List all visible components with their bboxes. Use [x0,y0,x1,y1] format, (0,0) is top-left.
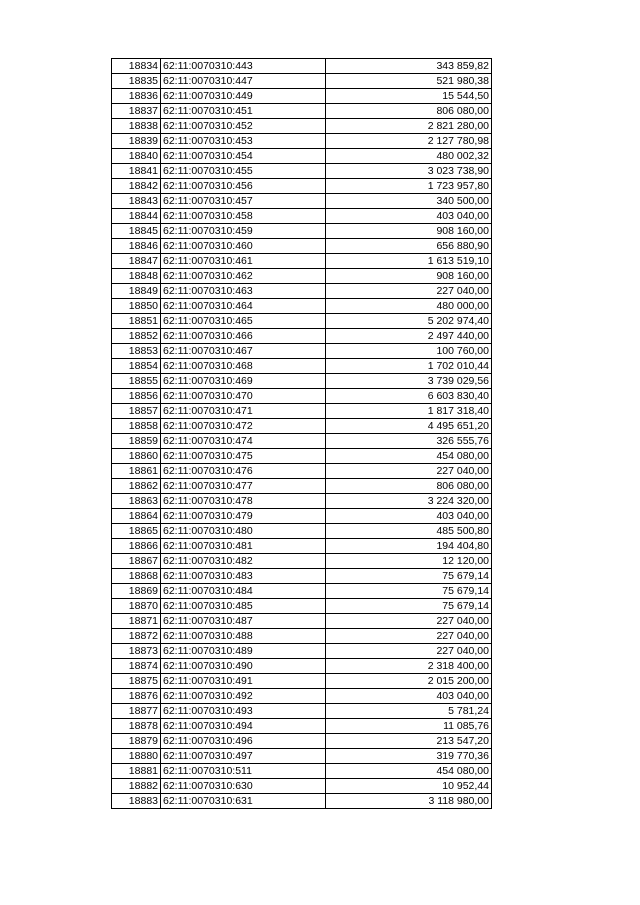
amount-cell: 1 817 318,40 [326,404,492,419]
amount-cell: 10 952,44 [326,779,492,794]
cadastral-number-cell: 62:11:0070310:469 [161,374,326,389]
amount-cell: 12 120,00 [326,554,492,569]
cadastral-number-cell: 62:11:0070310:487 [161,614,326,629]
table-row [112,704,492,719]
amount-cell: 485 500,80 [326,524,492,539]
table-row [112,629,492,644]
table-row [112,359,492,374]
amount-cell: 340 500,00 [326,194,492,209]
amount-cell: 2 497 440,00 [326,329,492,344]
amount-cell: 454 080,00 [326,764,492,779]
cadastral-number-cell: 62:11:0070310:511 [161,764,326,779]
row-number-cell: 18837 [112,104,161,119]
cadastral-number-cell: 62:11:0070310:458 [161,209,326,224]
amount-cell: 480 000,00 [326,299,492,314]
cadastral-number-cell: 62:11:0070310:452 [161,119,326,134]
amount-cell: 806 080,00 [326,479,492,494]
row-number-cell: 18854 [112,359,161,374]
row-number-cell: 18856 [112,389,161,404]
amount-cell: 403 040,00 [326,509,492,524]
row-number-cell: 18881 [112,764,161,779]
cadastral-number-cell: 62:11:0070310:459 [161,224,326,239]
table-row [112,794,492,809]
cadastral-number-cell: 62:11:0070310:483 [161,569,326,584]
table-row [112,584,492,599]
amount-cell: 806 080,00 [326,104,492,119]
row-number-cell: 18876 [112,689,161,704]
row-number-cell: 18873 [112,644,161,659]
row-number-cell: 18864 [112,509,161,524]
row-number-cell: 18879 [112,734,161,749]
table-row [112,344,492,359]
row-number-cell: 18880 [112,749,161,764]
row-number-cell: 18857 [112,404,161,419]
row-number-cell: 18871 [112,614,161,629]
row-number-cell: 18869 [112,584,161,599]
cadastral-number-cell: 62:11:0070310:454 [161,149,326,164]
table-row [112,464,492,479]
table-row [112,614,492,629]
row-number-cell: 18875 [112,674,161,689]
cadastral-number-cell: 62:11:0070310:455 [161,164,326,179]
cadastral-number-cell: 62:11:0070310:490 [161,659,326,674]
row-number-cell: 18838 [112,119,161,134]
amount-cell: 3 224 320,00 [326,494,492,509]
table-row [112,179,492,194]
table-row [112,299,492,314]
amount-cell: 75 679,14 [326,599,492,614]
table-row [112,149,492,164]
cadastral-number-cell: 62:11:0070310:489 [161,644,326,659]
amount-cell: 2 318 400,00 [326,659,492,674]
row-number-cell: 18866 [112,539,161,554]
table-row [112,764,492,779]
row-number-cell: 18835 [112,74,161,89]
row-number-cell: 18840 [112,149,161,164]
amount-cell: 227 040,00 [326,629,492,644]
amount-cell: 227 040,00 [326,644,492,659]
table-row [112,89,492,104]
row-number-cell: 18834 [112,59,161,74]
amount-cell: 100 760,00 [326,344,492,359]
cadastral-number-cell: 62:11:0070310:465 [161,314,326,329]
cadastral-value-table [111,58,492,809]
amount-cell: 3 739 029,56 [326,374,492,389]
cadastral-number-cell: 62:11:0070310:468 [161,359,326,374]
amount-cell: 227 040,00 [326,464,492,479]
amount-cell: 908 160,00 [326,269,492,284]
cadastral-number-cell: 62:11:0070310:462 [161,269,326,284]
table-row [112,509,492,524]
amount-cell: 908 160,00 [326,224,492,239]
table-row [112,59,492,74]
cadastral-number-cell: 62:11:0070310:478 [161,494,326,509]
cadastral-number-cell: 62:11:0070310:631 [161,794,326,809]
amount-cell: 454 080,00 [326,449,492,464]
amount-cell: 1 613 519,10 [326,254,492,269]
cadastral-number-cell: 62:11:0070310:497 [161,749,326,764]
cadastral-number-cell: 62:11:0070310:453 [161,134,326,149]
table-row [112,449,492,464]
row-number-cell: 18865 [112,524,161,539]
row-number-cell: 18870 [112,599,161,614]
cadastral-number-cell: 62:11:0070310:484 [161,584,326,599]
row-number-cell: 18844 [112,209,161,224]
amount-cell: 480 002,32 [326,149,492,164]
cadastral-number-cell: 62:11:0070310:472 [161,419,326,434]
row-number-cell: 18855 [112,374,161,389]
row-number-cell: 18839 [112,134,161,149]
table-row [112,644,492,659]
amount-cell: 2 015 200,00 [326,674,492,689]
cadastral-number-cell: 62:11:0070310:467 [161,344,326,359]
table-row [112,209,492,224]
amount-cell: 343 859,82 [326,59,492,74]
table-row [112,194,492,209]
cadastral-number-cell: 62:11:0070310:464 [161,299,326,314]
row-number-cell: 18843 [112,194,161,209]
amount-cell: 319 770,36 [326,749,492,764]
table-row [112,539,492,554]
amount-cell: 521 980,38 [326,74,492,89]
row-number-cell: 18859 [112,434,161,449]
row-number-cell: 18836 [112,89,161,104]
row-number-cell: 18858 [112,419,161,434]
table-row [112,674,492,689]
row-number-cell: 18845 [112,224,161,239]
cadastral-number-cell: 62:11:0070310:471 [161,404,326,419]
table-row [112,524,492,539]
row-number-cell: 18852 [112,329,161,344]
row-number-cell: 18848 [112,269,161,284]
amount-cell: 75 679,14 [326,584,492,599]
row-number-cell: 18846 [112,239,161,254]
amount-cell: 75 679,14 [326,569,492,584]
amount-cell: 5 202 974,40 [326,314,492,329]
table-row [112,404,492,419]
amount-cell: 5 781,24 [326,704,492,719]
amount-cell: 3 118 980,00 [326,794,492,809]
table-row [112,779,492,794]
amount-cell: 1 702 010,44 [326,359,492,374]
cadastral-number-cell: 62:11:0070310:460 [161,239,326,254]
table-row [112,374,492,389]
cadastral-number-cell: 62:11:0070310:485 [161,599,326,614]
amount-cell: 4 495 651,20 [326,419,492,434]
amount-cell: 11 085,76 [326,719,492,734]
row-number-cell: 18867 [112,554,161,569]
cadastral-number-cell: 62:11:0070310:493 [161,704,326,719]
amount-cell: 1 723 957,80 [326,179,492,194]
row-number-cell: 18872 [112,629,161,644]
row-number-cell: 18842 [112,179,161,194]
cadastral-number-cell: 62:11:0070310:443 [161,59,326,74]
row-number-cell: 18882 [112,779,161,794]
row-number-cell: 18862 [112,479,161,494]
row-number-cell: 18877 [112,704,161,719]
amount-cell: 15 544,50 [326,89,492,104]
amount-cell: 227 040,00 [326,284,492,299]
amount-cell: 213 547,20 [326,734,492,749]
table-row [112,254,492,269]
row-number-cell: 18841 [112,164,161,179]
row-number-cell: 18860 [112,449,161,464]
cadastral-number-cell: 62:11:0070310:449 [161,89,326,104]
table-row [112,479,492,494]
table-row [112,119,492,134]
table-row [112,554,492,569]
table-row [112,599,492,614]
cadastral-number-cell: 62:11:0070310:466 [161,329,326,344]
cadastral-number-cell: 62:11:0070310:451 [161,104,326,119]
table-row [112,164,492,179]
table-row [112,269,492,284]
table-row [112,749,492,764]
cadastral-number-cell: 62:11:0070310:482 [161,554,326,569]
amount-cell: 403 040,00 [326,209,492,224]
amount-cell: 2 127 780,98 [326,134,492,149]
table-row [112,419,492,434]
table-row [112,734,492,749]
table-row [112,314,492,329]
row-number-cell: 18874 [112,659,161,674]
table-row [112,389,492,404]
row-number-cell: 18849 [112,284,161,299]
amount-cell: 2 821 280,00 [326,119,492,134]
cadastral-number-cell: 62:11:0070310:492 [161,689,326,704]
row-number-cell: 18850 [112,299,161,314]
cadastral-number-cell: 62:11:0070310:463 [161,284,326,299]
table-row [112,134,492,149]
cadastral-number-cell: 62:11:0070310:496 [161,734,326,749]
row-number-cell: 18861 [112,464,161,479]
table-row [112,434,492,449]
table-row [112,284,492,299]
amount-cell: 403 040,00 [326,689,492,704]
amount-cell: 3 023 738,90 [326,164,492,179]
table-row [112,569,492,584]
cadastral-number-cell: 62:11:0070310:488 [161,629,326,644]
cadastral-number-cell: 62:11:0070310:491 [161,674,326,689]
amount-cell: 227 040,00 [326,614,492,629]
table-row [112,494,492,509]
cadastral-number-cell: 62:11:0070310:447 [161,74,326,89]
cadastral-number-cell: 62:11:0070310:461 [161,254,326,269]
cadastral-number-cell: 62:11:0070310:479 [161,509,326,524]
cadastral-number-cell: 62:11:0070310:474 [161,434,326,449]
cadastral-number-cell: 62:11:0070310:480 [161,524,326,539]
table-row [112,74,492,89]
row-number-cell: 18847 [112,254,161,269]
cadastral-number-cell: 62:11:0070310:476 [161,464,326,479]
table-row [112,329,492,344]
cadastral-number-cell: 62:11:0070310:470 [161,389,326,404]
row-number-cell: 18868 [112,569,161,584]
table-row [112,239,492,254]
amount-cell: 6 603 830,40 [326,389,492,404]
cadastral-number-cell: 62:11:0070310:457 [161,194,326,209]
row-number-cell: 18863 [112,494,161,509]
cadastral-number-cell: 62:11:0070310:630 [161,779,326,794]
row-number-cell: 18878 [112,719,161,734]
table-row [112,224,492,239]
cadastral-number-cell: 62:11:0070310:494 [161,719,326,734]
table-row [112,719,492,734]
table-row [112,659,492,674]
table-body [112,59,492,809]
amount-cell: 326 555,76 [326,434,492,449]
table-row [112,104,492,119]
cadastral-number-cell: 62:11:0070310:475 [161,449,326,464]
cadastral-number-cell: 62:11:0070310:477 [161,479,326,494]
amount-cell: 194 404,80 [326,539,492,554]
amount-cell: 656 880,90 [326,239,492,254]
row-number-cell: 18851 [112,314,161,329]
row-number-cell: 18853 [112,344,161,359]
row-number-cell: 18883 [112,794,161,809]
table-row [112,689,492,704]
cadastral-number-cell: 62:11:0070310:481 [161,539,326,554]
cadastral-number-cell: 62:11:0070310:456 [161,179,326,194]
